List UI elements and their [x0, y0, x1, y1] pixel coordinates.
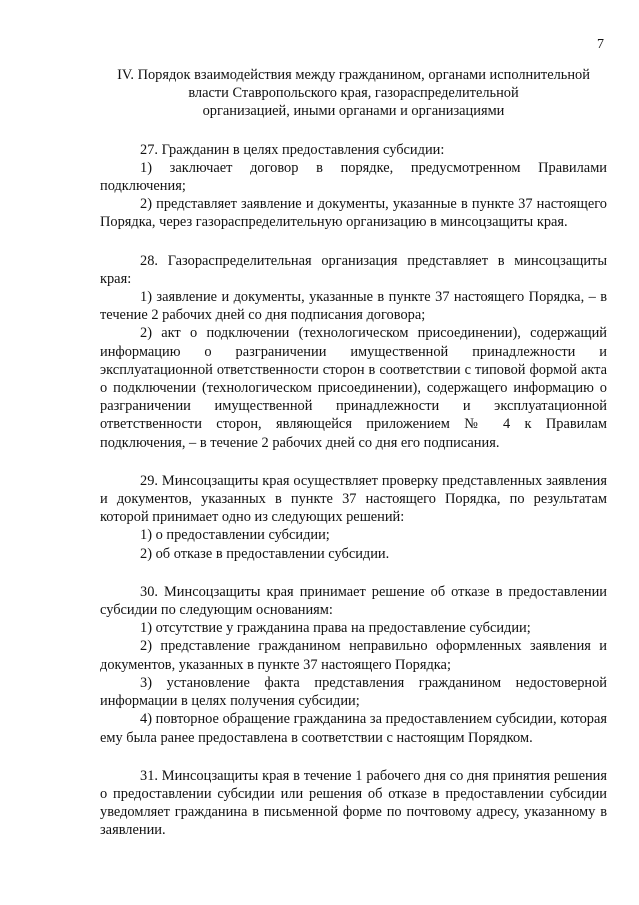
clause-28	[100, 252, 607, 452]
clause-30	[100, 583, 607, 747]
clause-paragraph: 1) о предоставлении субсидии;	[140, 527, 330, 544]
clause-paragraph: 30. Минсоцзащиты края принимает решение об отказе в предоставлении субсидии по следующим основаниям:	[100, 583, 607, 619]
clause-paragraph: 31. Минсоцзащиты края в течение 1 рабочего дня со дня принятия решения о предоставлении субсидии или решения об отказе в предоставлении субсидии уведомляет гражданина в письменной форме по почтовому адресу, указанному в заявлении.	[100, 767, 607, 839]
section-heading-line: IV. Порядок взаимодействия между гражданином, органами исполнительной	[117, 67, 590, 83]
clause-paragraph: 28. Газораспределительная организация представляет в минсоцзащиты края:	[100, 252, 607, 287]
section-heading	[100, 66, 607, 121]
clause-paragraph: 2) об отказе в предоставлении субсидии.	[140, 545, 390, 562]
clause-31	[100, 767, 607, 840]
clause-29	[100, 472, 607, 563]
section-heading-line: власти Ставропольского края, газораспределительной	[188, 85, 519, 102]
clause-paragraph: 1) заявление и документы, указанные в пункте 37 настоящего Порядка, – в течение 2 рабочих дней со дня подписания договора;	[100, 289, 607, 324]
clause-paragraph: 3) установление факта представления гражданином недостоверной информации в целях получения субсидии;	[100, 674, 607, 710]
page-number: 7	[597, 37, 604, 52]
clause-paragraph: 2) представляет заявление и документы, указанные в пункте 37 настоящего Порядка, через газораспределительную организацию в минсоцзащиты края.	[100, 196, 607, 231]
page-content	[100, 66, 607, 860]
clause-paragraph: 1) заключает договор в порядке, предусмотренном Правилами подключения;	[100, 159, 607, 195]
clause-paragraph: 2) представление гражданином неправильно оформленных заявления и документов, указанных в пункте 37 настоящего Порядка;	[100, 638, 607, 673]
clause-paragraph: 4) повторное обращение гражданина за предоставлением субсидии, которая ему была ранее предоставлена в соответствии с настоящим Порядком.	[100, 711, 607, 746]
clause-paragraph: 29. Минсоцзащиты края осуществляет проверку представленных заявления и документов, указанных в пункте 37 настоящего Порядка, по результатам которой принимает одно из следующих решений:	[100, 472, 607, 526]
clause-27	[100, 141, 607, 232]
clause-paragraph: 1) отсутствие у гражданина права на предоставление субсидии;	[140, 620, 531, 637]
clause-paragraph: 27. Гражданин в целях предоставления субсидии:	[140, 141, 445, 158]
section-heading-line: организацией, иными органами и организациями	[202, 103, 505, 120]
clause-paragraph: 2) акт о подключении (технологическом присоединении), содержащий информацию о разграничении имущественной принадлежности и эксплуатационной ответственности сторон в соответствии с типовой формой акта о подключении (технологическом присоединении), содержащего информацию о разграничении имущественной принадлежности и эксплуатационной ответственности сторон, являющейся приложением № 4 к Правилам подключения, – в течение 2 рабочих дней со дня его подписания.	[100, 325, 607, 451]
